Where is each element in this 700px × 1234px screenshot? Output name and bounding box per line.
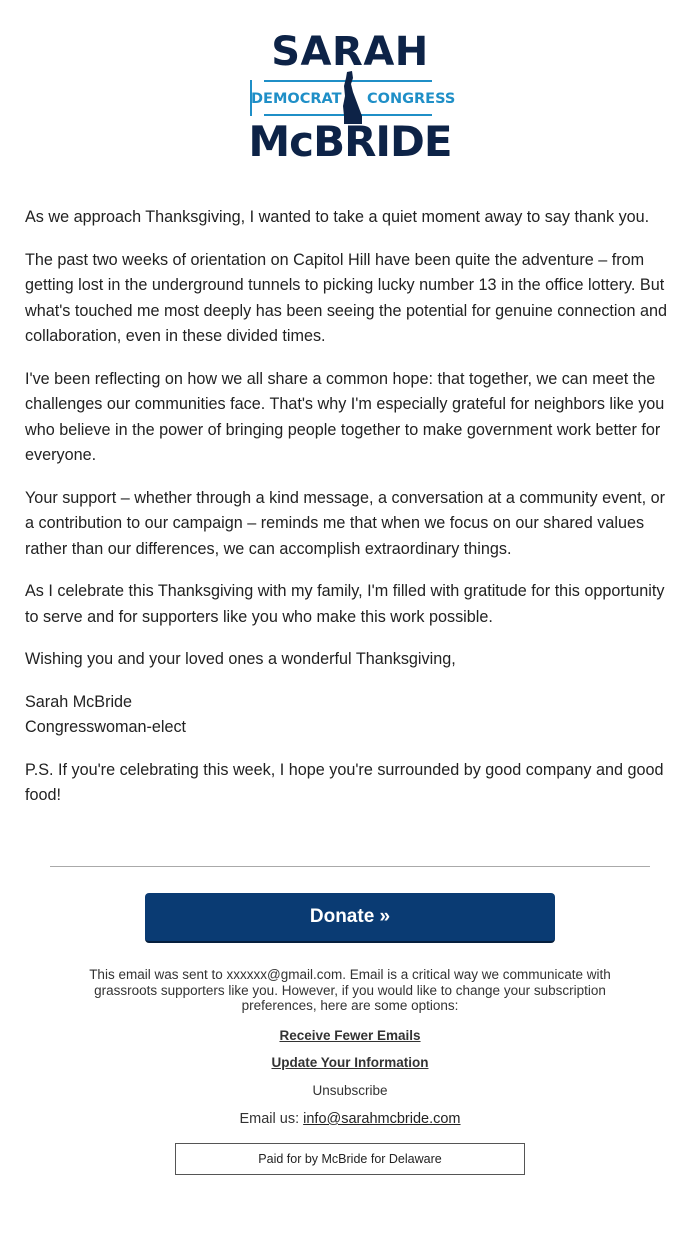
logo-tag-congress: CONGRESS [367,91,456,107]
logo-first-name: SARAH [271,29,429,75]
unsubscribe-link[interactable]: Unsubscribe [312,1083,388,1098]
logo-tag-democrat: DEMOCRAT [251,91,342,107]
update-info-row [0,1054,700,1072]
paragraph-1: As we approach Thanksgiving, I wanted to take a quiet moment away to say thank you. [25,208,650,226]
paragraph-3: I've been reflecting on how we all share a common hope: that together, we can meet the challenges our communities face. That's why I'm especially grateful for neighbors like you who believe in the power of bringing people together to make government work better for everyone. [25,369,665,464]
email-us-label: Email us: [239,1111,304,1127]
paragraph-2: The past two weeks of orientation on Capitol Hill have been quite the adventure – from getting lost in the underground tunnels to picking lucky number 13 in the office lottery. But what's touched me most deeply has been seeing the potential for genuine connection and collaboration, even in these divided times. [25,250,668,345]
fewer-emails-row [0,1027,700,1045]
email-us-row [0,1110,700,1128]
contact-email-link[interactable]: info@sarahmcbride.com [303,1111,461,1127]
logo-last-name: McBRIDE [248,117,452,166]
signature-title: Congresswoman-elect [25,718,187,736]
signature-name: Sarah McBride [25,692,133,711]
campaign-logo [0,0,700,190]
update-information-link[interactable]: Update Your Information [271,1055,429,1070]
donate-button[interactable]: Donate » [145,893,555,943]
paid-for-disclaimer: Paid for by McBride for Delaware [175,1143,525,1175]
footer-notice: This email was sent to xxxxxx@gmail.com. Email is a critical way we communicate with grassroots supporters like you. However, if you would like to change your subscription preferences, here are some options: [89,967,611,1013]
section-divider [50,866,650,867]
paragraph-5: As I celebrate this Thanksgiving with my family, I'm filled with gratitude for this opportunity to serve and for supporters like you who make this work possible. [25,582,665,626]
signature [25,690,670,741]
postscript: P.S. If you're celebrating this week, I hope you're surrounded by good company and good food! [25,760,664,804]
receive-fewer-emails-link[interactable]: Receive Fewer Emails [279,1028,421,1043]
paragraph-closing: Wishing you and your loved ones a wonderful Thanksgiving, [25,650,456,668]
paragraph-4: Your support – whether through a kind message, a conversation at a community event, or a contribution to our campaign – reminds me that when we focus on our shared values rather than our differences, we can accomplish extraordinary things. [25,488,666,558]
letter-body [25,205,670,826]
